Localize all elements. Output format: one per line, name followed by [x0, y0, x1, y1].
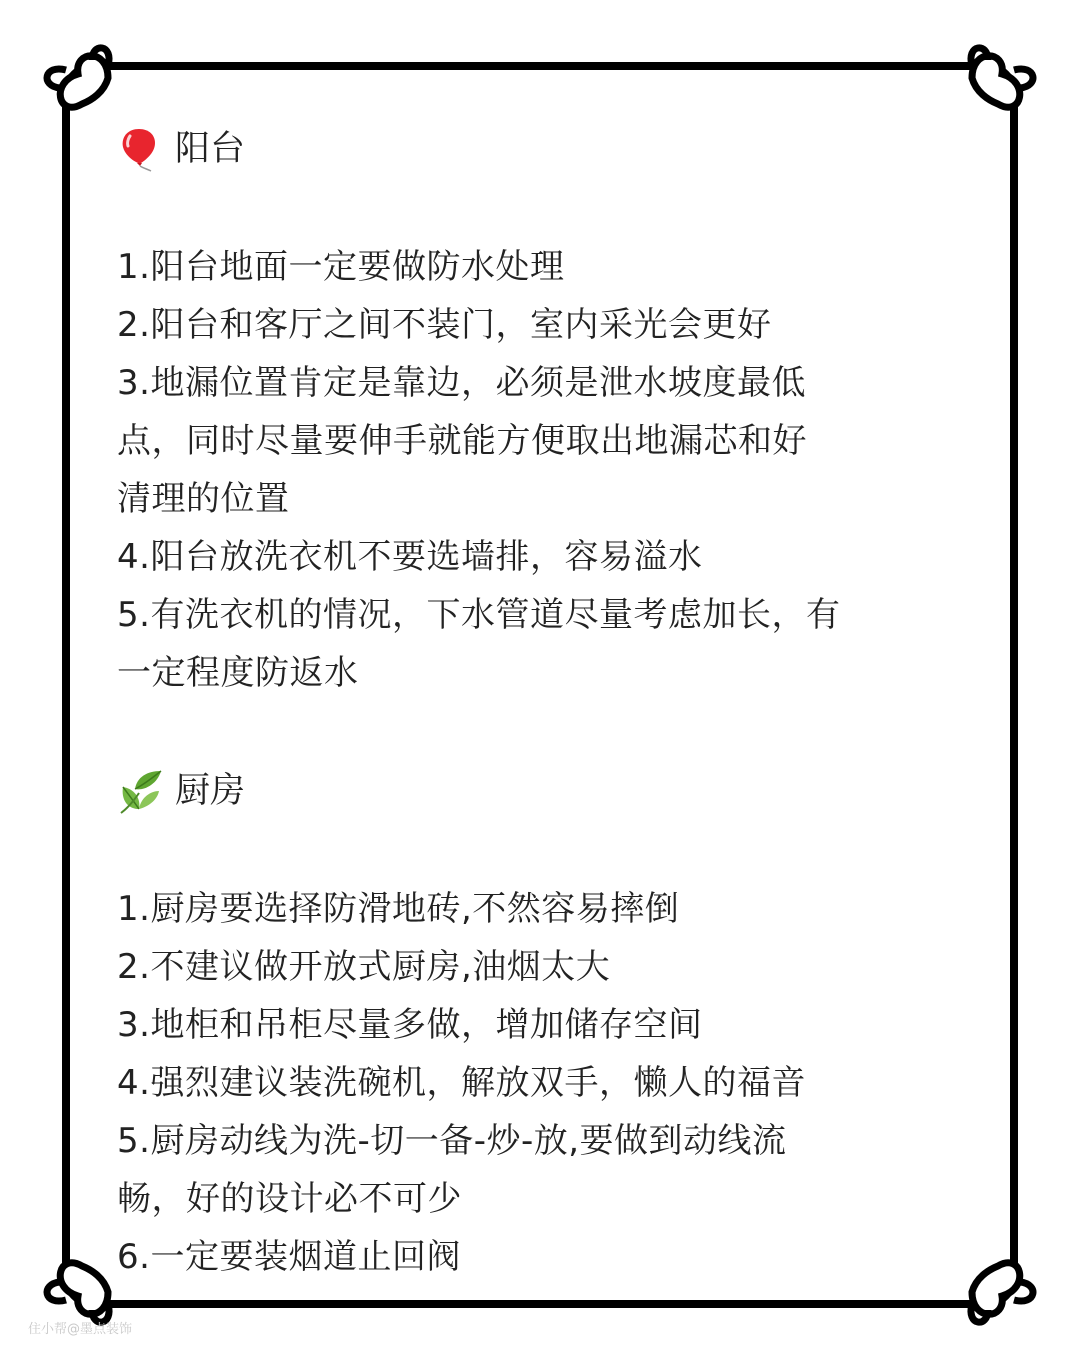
list-item: 清理的位置 [117, 479, 290, 519]
watermark: 住小帮@墨点装饰 [28, 1322, 133, 1337]
corner-ornament-bottom-right [971, 1263, 1033, 1322]
balcony-tip-list [117, 238, 977, 702]
list-item: 一定程度防返水 [117, 653, 359, 693]
section-kitchen [117, 760, 977, 1286]
section-heading [117, 118, 977, 180]
list-item: 点，同时尽量要伸手就能方便取出地漏芯和好 [117, 421, 807, 461]
blank-line [117, 822, 977, 880]
corner-ornament-top-right [971, 48, 1033, 107]
list-item: 1.阳台地面一定要做防水处理 [117, 247, 565, 287]
list-item: 畅，好的设计必不可少 [117, 1179, 462, 1219]
list-item: 5.有洗衣机的情况，下水管道尽量考虑加长，有 [117, 595, 841, 635]
corner-ornament-top-left [47, 48, 109, 107]
kitchen-tip-list [117, 880, 977, 1286]
section-heading [117, 760, 977, 822]
blank-line [117, 180, 977, 238]
list-item: 6.一定要装烟道止回阀 [117, 1237, 461, 1277]
list-item: 2.阳台和客厅之间不装门，室内采光会更好 [117, 305, 772, 345]
list-item: 5.厨房动线为洗-切一备-炒-放,要做到动线流 [117, 1121, 787, 1161]
section-title: 阳台 [175, 129, 246, 169]
section-title: 厨房 [175, 771, 246, 811]
list-item: 3.地柜和吊柜尽量多做，增加储存空间 [117, 1005, 703, 1045]
list-item: 4.阳台放洗衣机不要选墙排，容易溢水 [117, 537, 703, 577]
section-balcony [117, 118, 977, 702]
note-content [117, 118, 977, 1286]
corner-ornament-bottom-left [47, 1263, 109, 1322]
blank-line [117, 702, 977, 760]
list-item: 3.地漏位置肯定是靠边，必须是泄水坡度最低 [117, 363, 806, 403]
list-item: 4.强烈建议装洗碗机，解放双手，懒人的福音 [117, 1063, 806, 1103]
list-item: 2.不建议做开放式厨房,油烟太大 [117, 947, 611, 987]
leaf-icon [117, 767, 165, 815]
balloon-icon [117, 125, 165, 173]
list-item: 1.厨房要选择防滑地砖,不然容易摔倒 [117, 889, 680, 929]
